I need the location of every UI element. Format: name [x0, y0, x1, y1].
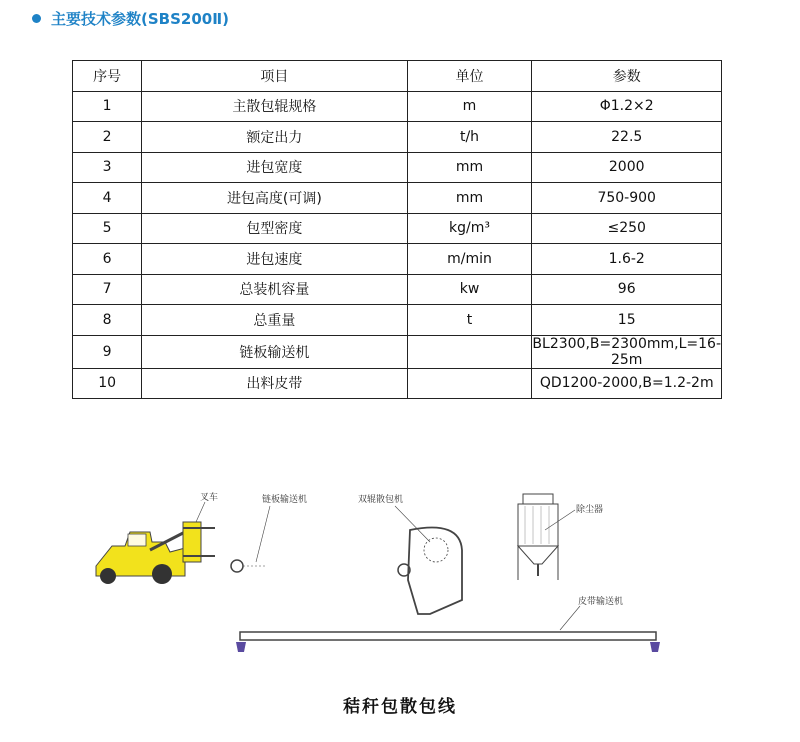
header-no: 序号: [73, 61, 142, 92]
table-row: [73, 183, 722, 214]
cell-unit: kg/m³: [407, 213, 532, 244]
cell-param: QD1200-2000,B=1.2-2m: [532, 368, 722, 399]
belt-conveyor-icon: [236, 606, 660, 652]
cell-no: 5: [73, 213, 142, 244]
table-header-row: [73, 61, 722, 92]
bullet-dot-icon: [32, 14, 41, 23]
cell-unit: t/h: [407, 122, 532, 153]
cell-unit: mm: [407, 183, 532, 214]
label-chain-conveyor: 链板输送机: [262, 495, 308, 505]
cell-item: 总装机容量: [142, 274, 407, 305]
cell-no: 7: [73, 274, 142, 305]
cell-item: 链板输送机: [142, 335, 407, 368]
cell-no: 1: [73, 91, 142, 122]
cell-item: 进包宽度: [142, 152, 407, 183]
process-line-diagram: [0, 480, 800, 680]
cell-unit: kw: [407, 274, 532, 305]
forklift-icon: [96, 502, 215, 584]
cell-param: 2000: [532, 152, 722, 183]
cell-no: 3: [73, 152, 142, 183]
cell-unit: m/min: [407, 244, 532, 275]
table-row: [73, 213, 722, 244]
cell-unit: m: [407, 91, 532, 122]
cell-no: 8: [73, 305, 142, 336]
table-row: [73, 274, 722, 305]
cell-param: 22.5: [532, 122, 722, 153]
cell-item: 进包速度: [142, 244, 407, 275]
label-belt-conveyor: 皮带输送机: [578, 597, 624, 607]
table-row: [73, 91, 722, 122]
cell-param: 15: [532, 305, 722, 336]
cell-param: BL2300,B=2300mm,L=16-25m: [532, 335, 721, 368]
cell-item: 额定出力: [142, 122, 407, 153]
table-row: [73, 305, 722, 336]
section-title: 主要技术参数(SBS200Ⅱ): [51, 10, 229, 28]
header-item: 项目: [142, 61, 407, 92]
table-row: [73, 368, 722, 399]
table-row: [73, 152, 722, 183]
section-heading: [32, 8, 229, 29]
double-roller-icon: [395, 506, 462, 614]
cell-no: 10: [73, 368, 142, 399]
cell-item: 主散包辊规格: [142, 91, 407, 122]
label-forklift: 叉车: [200, 493, 219, 503]
label-double-roller: 双辊散包机: [358, 495, 404, 505]
cell-item: 出料皮带: [142, 368, 407, 399]
header-param: 参数: [532, 61, 722, 92]
label-dust-collector: 除尘器: [576, 505, 604, 515]
dust-collector-icon: [518, 494, 575, 580]
cell-no: 6: [73, 244, 142, 275]
cell-param: 750-900: [532, 183, 722, 214]
table-row: [73, 244, 722, 275]
header-unit: 单位: [407, 61, 532, 92]
cell-unit: t: [407, 305, 532, 336]
spec-table: [72, 60, 722, 399]
cell-item: 总重量: [142, 305, 407, 336]
cell-param: Φ1.2×2: [532, 91, 722, 122]
cell-no: 2: [73, 122, 142, 153]
cell-param: ≤250: [532, 213, 722, 244]
cell-no: 4: [73, 183, 142, 214]
cell-no: 9: [73, 335, 142, 368]
cell-item: 包型密度: [142, 213, 407, 244]
cell-param: 96: [532, 274, 722, 305]
cell-unit: mm: [407, 152, 532, 183]
chain-conveyor-icon: [231, 506, 270, 572]
cell-unit: [407, 368, 532, 399]
table-row: [73, 335, 722, 368]
cell-param: 1.6-2: [532, 244, 722, 275]
diagram-caption: 秸秆包散包线: [343, 697, 457, 717]
table-row: [73, 122, 722, 153]
cell-unit: [407, 335, 532, 368]
cell-item: 进包高度(可调): [142, 183, 407, 214]
